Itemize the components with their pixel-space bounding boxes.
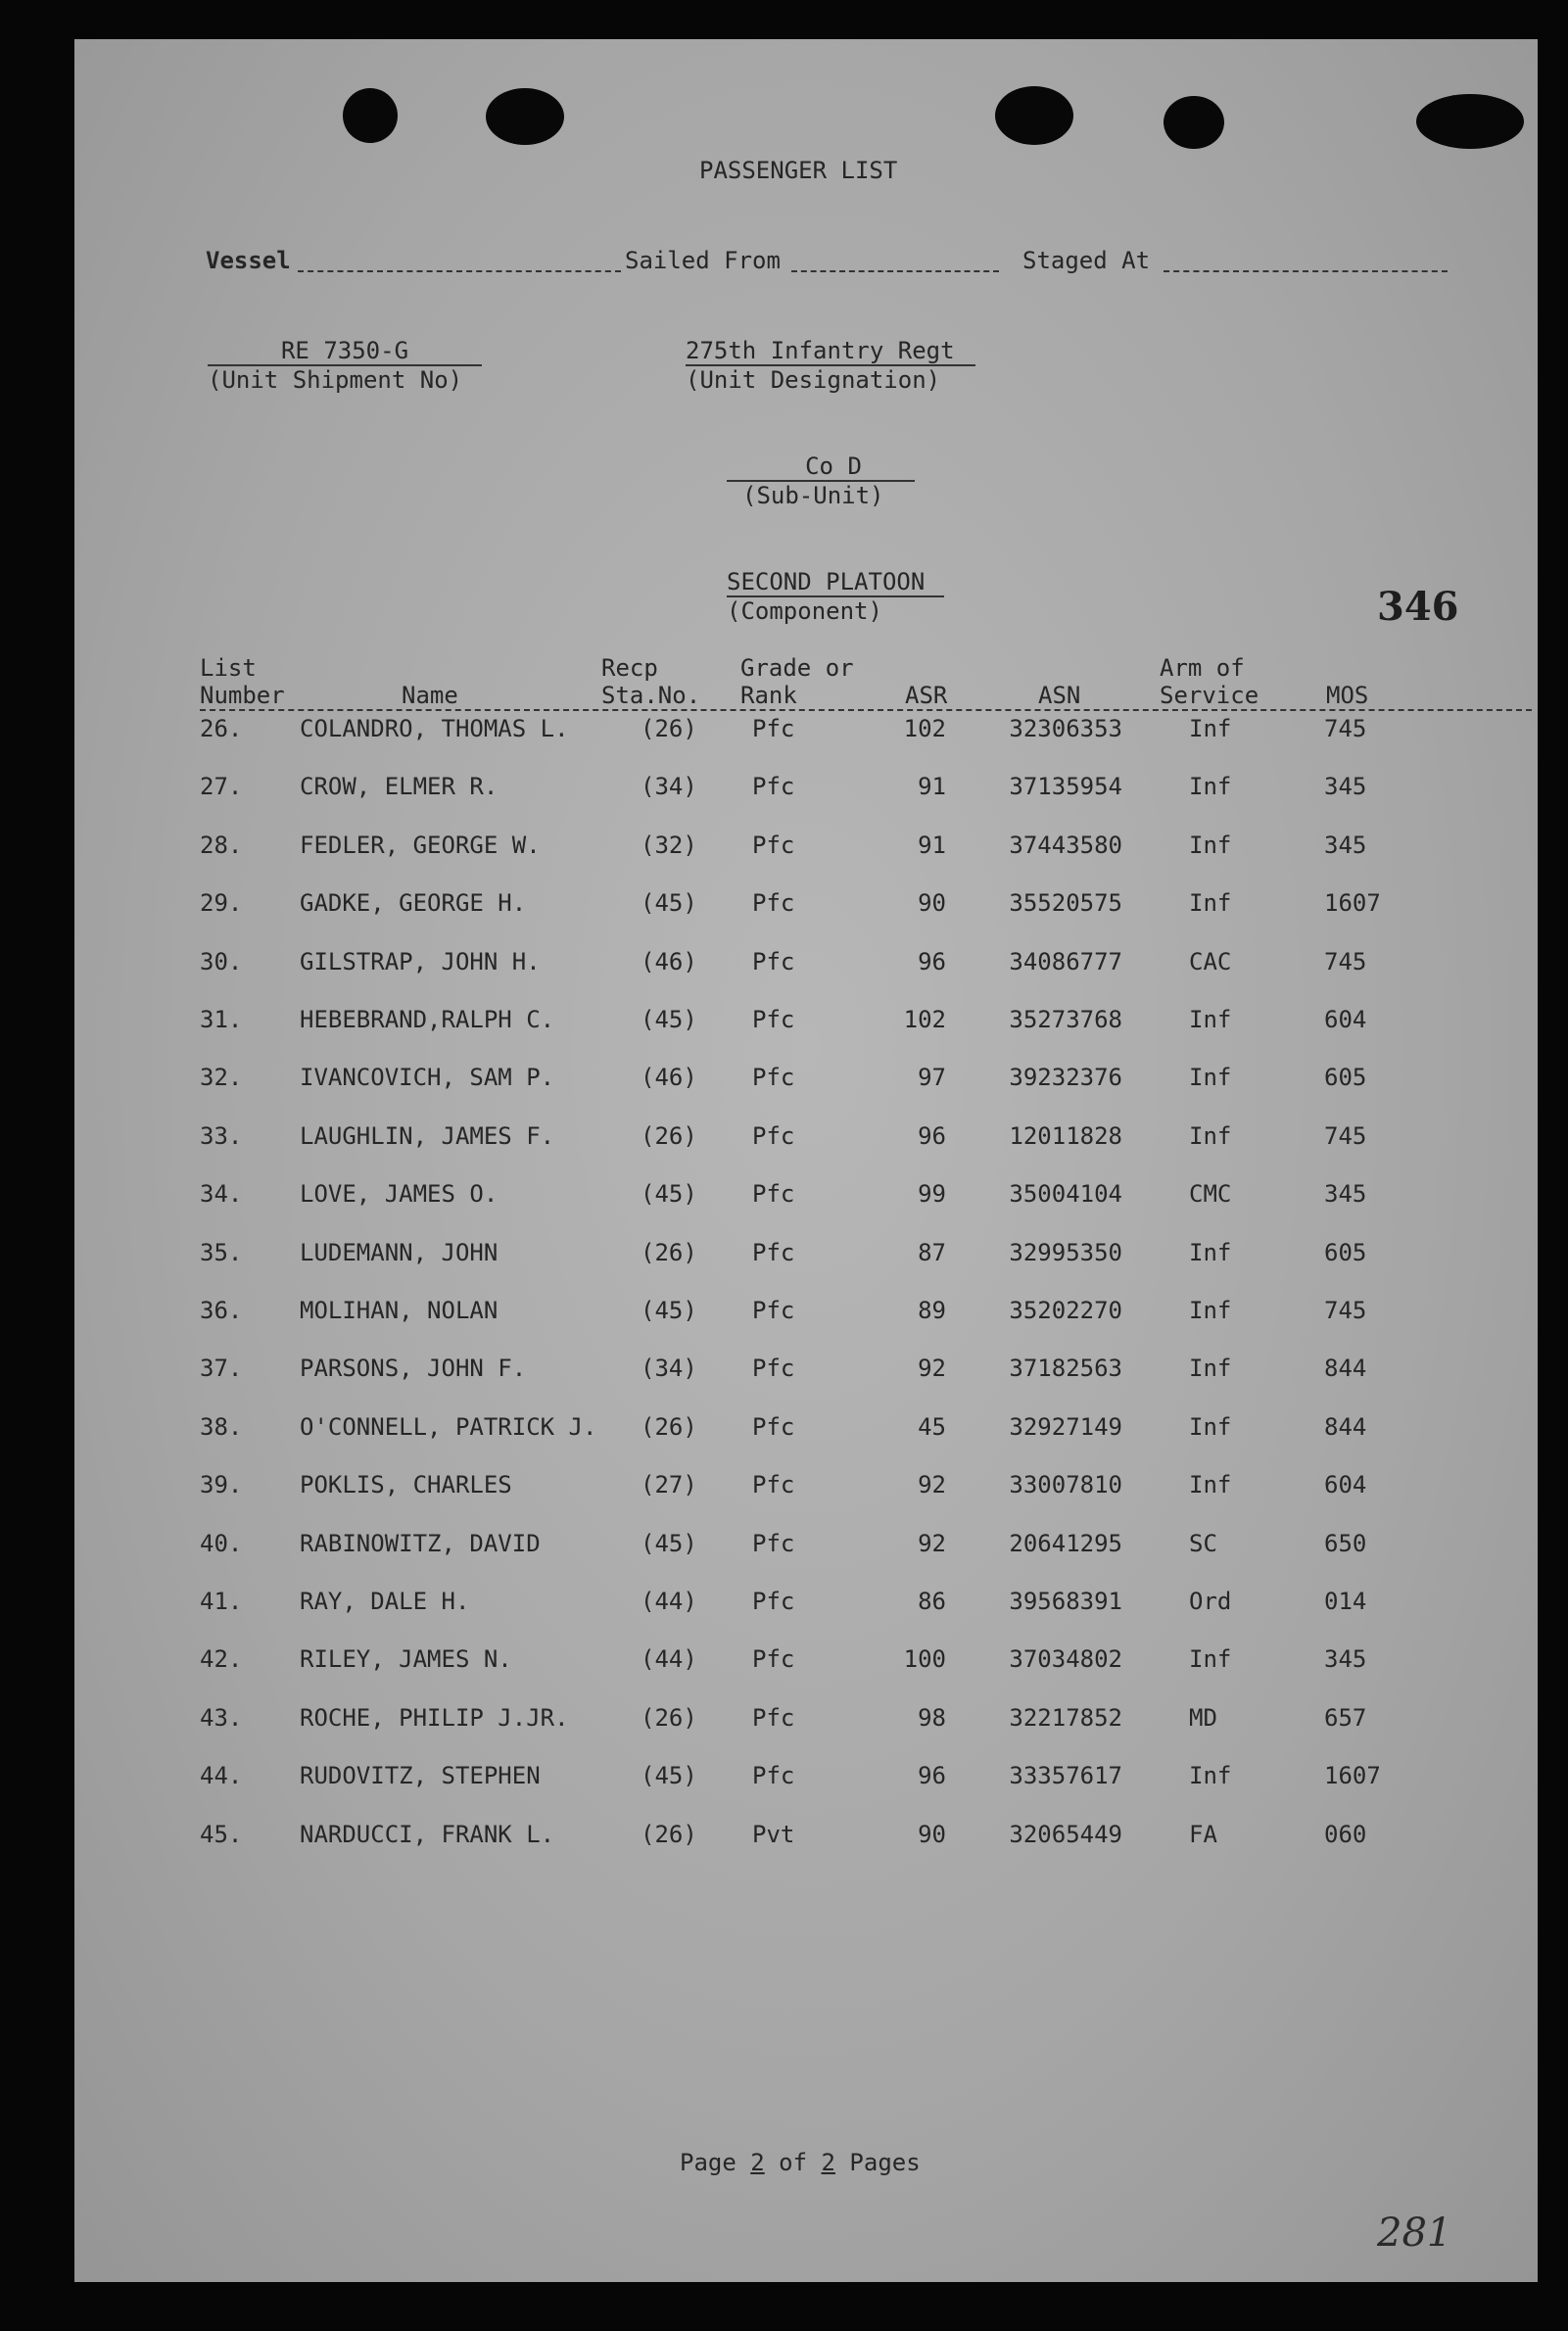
row-list-number: 41. (200, 1588, 243, 1615)
row-recp-sta: (45) (641, 889, 697, 918)
header-rule (200, 709, 1532, 711)
row-list-number: 27. (200, 773, 243, 801)
binder-hole (995, 86, 1073, 145)
col-list-number-2: Number (200, 682, 285, 709)
row-recp-sta: (44) (641, 1645, 697, 1674)
row-mos: 745 (1324, 947, 1367, 975)
row-rank: Pfc (752, 1121, 795, 1150)
row-recp-sta: (26) (641, 1820, 697, 1848)
row-rank: Pfc (752, 1588, 795, 1615)
row-arm: CAC (1189, 947, 1232, 975)
row-recp-sta: (46) (641, 1064, 697, 1092)
row-asr: 99 (918, 1180, 946, 1209)
staged-at-blank (1164, 270, 1448, 272)
row-asn: 32995350 (1009, 1238, 1122, 1266)
row-list-number: 39. (200, 1471, 243, 1499)
row-asr: 98 (918, 1703, 946, 1732)
row-arm: SC (1189, 1529, 1217, 1557)
table-row (74, 947, 1538, 979)
row-asn: 32065449 (1009, 1820, 1122, 1848)
table-row (74, 1121, 1538, 1154)
page-indicator (680, 2151, 921, 2174)
binder-hole (1416, 94, 1524, 149)
row-list-number: 36. (200, 1297, 243, 1324)
row-asr: 92 (918, 1355, 946, 1383)
row-recp-sta: (26) (641, 1238, 697, 1266)
component-caption: (Component) (727, 597, 882, 625)
unit-designation-caption: (Unit Designation) (686, 366, 941, 394)
page-of: of (779, 2149, 808, 2176)
row-name: RABINOWITZ, DAVID (300, 1529, 541, 1557)
row-arm: Ord (1189, 1588, 1232, 1615)
row-name: RUDOVITZ, STEPHEN (300, 1762, 541, 1790)
row-arm: CMC (1189, 1180, 1232, 1209)
row-rank: Pfc (752, 1645, 795, 1674)
row-rank: Pfc (752, 1762, 795, 1790)
row-asn: 33357617 (1009, 1762, 1122, 1790)
row-arm: Inf (1189, 1471, 1232, 1499)
row-rank: Pfc (752, 1412, 795, 1441)
row-rank: Pfc (752, 1238, 795, 1266)
row-recp-sta: (26) (641, 1121, 697, 1150)
row-name: CROW, ELMER R. (300, 773, 499, 801)
row-recp-sta: (32) (641, 831, 697, 859)
row-asr: 90 (918, 889, 946, 918)
row-name: HEBEBRAND,RALPH C. (300, 1006, 555, 1033)
row-mos: 060 (1324, 1820, 1367, 1848)
row-asn: 39568391 (1009, 1588, 1122, 1615)
row-name: IVANCOVICH, SAM P. (300, 1064, 555, 1092)
row-list-number: 44. (200, 1762, 243, 1790)
row-asn: 37034802 (1009, 1645, 1122, 1674)
row-asr: 102 (903, 1006, 946, 1033)
row-arm: FA (1189, 1820, 1217, 1848)
row-list-number: 42. (200, 1645, 243, 1674)
row-asn: 35273768 (1009, 1006, 1122, 1033)
binder-hole (486, 88, 564, 145)
row-name: COLANDRO, THOMAS L. (300, 715, 569, 742)
row-asr: 100 (903, 1645, 946, 1674)
row-recp-sta: (45) (641, 1180, 697, 1209)
row-name: PARSONS, JOHN F. (300, 1355, 527, 1383)
row-asn: 39232376 (1009, 1064, 1122, 1092)
col-grade-1: Grade or (740, 654, 854, 682)
row-rank: Pfc (752, 889, 795, 918)
row-rank: Pvt (752, 1820, 795, 1848)
row-asn: 35004104 (1009, 1180, 1122, 1209)
table-row (74, 1238, 1538, 1270)
row-asr: 90 (918, 1820, 946, 1848)
row-list-number: 43. (200, 1703, 243, 1732)
row-mos: 745 (1324, 1297, 1367, 1324)
table-row (74, 1820, 1538, 1852)
row-asn: 32927149 (1009, 1412, 1122, 1441)
row-recp-sta: (26) (641, 1703, 697, 1732)
row-mos: 345 (1324, 773, 1367, 801)
row-arm: Inf (1189, 773, 1232, 801)
row-asr: 92 (918, 1529, 946, 1557)
row-asn: 37182563 (1009, 1355, 1122, 1383)
vessel-blank (298, 270, 621, 272)
row-mos: 014 (1324, 1588, 1367, 1615)
row-name: ROCHE, PHILIP J.JR. (300, 1703, 569, 1732)
row-mos: 844 (1324, 1355, 1367, 1383)
row-rank: Pfc (752, 1180, 795, 1209)
row-list-number: 28. (200, 831, 243, 859)
row-asn: 20641295 (1009, 1529, 1122, 1557)
row-asr: 91 (918, 831, 946, 859)
row-mos: 844 (1324, 1412, 1367, 1441)
row-list-number: 33. (200, 1121, 243, 1150)
row-list-number: 38. (200, 1412, 243, 1441)
row-arm: Inf (1189, 1064, 1232, 1092)
vessel-label: Vessel (206, 247, 291, 274)
row-mos: 604 (1324, 1471, 1367, 1499)
row-name: GILSTRAP, JOHN H. (300, 947, 541, 975)
col-recp-1: Recp (601, 654, 658, 682)
table-row (74, 1703, 1538, 1736)
row-arm: Inf (1189, 1355, 1232, 1383)
row-rank: Pfc (752, 1006, 795, 1033)
row-name: LUDEMANN, JOHN (300, 1238, 499, 1266)
row-arm: Inf (1189, 1121, 1232, 1150)
row-asn: 37443580 (1009, 831, 1122, 859)
col-arm-2: Service (1160, 682, 1259, 709)
row-asn: 35202270 (1009, 1297, 1122, 1324)
table-row (74, 1356, 1538, 1386)
row-mos: 745 (1324, 715, 1367, 742)
row-rank: Pfc (752, 773, 795, 801)
row-asr: 86 (918, 1588, 946, 1615)
row-recp-sta: (26) (641, 1412, 697, 1441)
page-total: 2 (821, 2149, 835, 2176)
row-mos: 605 (1324, 1064, 1367, 1092)
row-asr: 91 (918, 773, 946, 801)
page-suffix: Pages (849, 2149, 921, 2176)
row-arm: Inf (1189, 831, 1232, 859)
row-name: FEDLER, GEORGE W. (300, 831, 541, 859)
row-rank: Pfc (752, 1529, 795, 1557)
table-row (74, 1299, 1538, 1328)
col-recp-2: Sta.No. (601, 682, 701, 709)
row-arm: Inf (1189, 1645, 1232, 1674)
table-row (74, 1473, 1538, 1502)
table-row (74, 1590, 1538, 1619)
row-list-number: 29. (200, 889, 243, 918)
row-name: RAY, DALE H. (300, 1588, 470, 1615)
row-rank: Pfc (752, 831, 795, 859)
row-list-number: 37. (200, 1355, 243, 1383)
row-name: LOVE, JAMES O. (300, 1180, 499, 1209)
sub-unit: Co D (805, 452, 862, 480)
row-list-number: 30. (200, 947, 243, 975)
row-recp-sta: (34) (641, 773, 697, 801)
row-asr: 97 (918, 1064, 946, 1092)
row-mos: 657 (1324, 1703, 1367, 1732)
sailed-from-label: Sailed From (625, 247, 781, 274)
row-asr: 45 (918, 1412, 946, 1441)
unit-shipment-no: RE 7350-G (280, 337, 409, 364)
row-recp-sta: (45) (641, 1529, 697, 1557)
table-row (74, 1412, 1538, 1445)
row-list-number: 34. (200, 1180, 243, 1209)
row-recp-sta: (34) (641, 1355, 697, 1383)
unit-shipment-caption: (Unit Shipment No) (208, 366, 463, 394)
row-arm: Inf (1189, 1762, 1232, 1790)
row-arm: Inf (1189, 1412, 1232, 1441)
page-prefix: Page (680, 2149, 736, 2176)
handwritten-number: 281 (1377, 2211, 1452, 2256)
row-arm: Inf (1189, 715, 1232, 742)
row-list-number: 35. (200, 1238, 243, 1266)
row-mos: 345 (1324, 1645, 1367, 1674)
row-asr: 96 (918, 947, 946, 975)
row-arm: Inf (1189, 1006, 1232, 1033)
row-name: MOLIHAN, NOLAN (300, 1297, 499, 1324)
sub-unit-caption: (Sub-Unit) (742, 482, 884, 509)
staged-at-label: Staged At (1022, 247, 1151, 274)
table-row (74, 1764, 1538, 1793)
row-mos: 650 (1324, 1529, 1367, 1557)
row-recp-sta: (45) (641, 1762, 697, 1790)
table-row (74, 833, 1538, 863)
row-arm: Inf (1189, 1238, 1232, 1266)
unit-designation: 275th Infantry Regt (686, 337, 955, 364)
row-list-number: 26. (200, 715, 243, 742)
row-name: RILEY, JAMES N. (300, 1645, 512, 1674)
sailed-from-blank (791, 270, 999, 272)
document-sheet (74, 39, 1538, 2282)
row-mos: 604 (1324, 1006, 1367, 1033)
row-mos: 345 (1324, 831, 1367, 859)
table-row (74, 1008, 1538, 1037)
row-rank: Pfc (752, 715, 795, 742)
row-list-number: 31. (200, 1006, 243, 1033)
col-list-number-1: List (200, 654, 257, 682)
col-mos: MOS (1326, 682, 1369, 709)
row-mos: 345 (1324, 1180, 1367, 1209)
table-row (74, 1066, 1538, 1095)
row-arm: Inf (1189, 1297, 1232, 1324)
row-arm: MD (1189, 1703, 1217, 1732)
row-name: LAUGHLIN, JAMES F. (300, 1121, 555, 1150)
row-mos: 745 (1324, 1121, 1367, 1150)
row-list-number: 32. (200, 1064, 243, 1092)
page-stamp: 346 (1377, 584, 1459, 630)
row-asr: 102 (903, 715, 946, 742)
row-rank: Pfc (752, 1297, 795, 1324)
row-recp-sta: (44) (641, 1588, 697, 1615)
row-asr: 96 (918, 1121, 946, 1150)
table-row (74, 1182, 1538, 1212)
col-grade-2: Rank (740, 682, 797, 709)
row-asn: 32306353 (1009, 715, 1122, 742)
table-row (74, 717, 1538, 746)
row-asn: 12011828 (1009, 1121, 1122, 1150)
binder-hole (1164, 96, 1224, 149)
row-mos: 1607 (1324, 1762, 1381, 1790)
col-asn: ASN (1038, 682, 1081, 709)
table-row (74, 1529, 1538, 1561)
row-arm: Inf (1189, 889, 1232, 918)
table-row (74, 1647, 1538, 1677)
row-recp-sta: (45) (641, 1297, 697, 1324)
row-rank: Pfc (752, 947, 795, 975)
row-rank: Pfc (752, 1471, 795, 1499)
row-recp-sta: (45) (641, 1006, 697, 1033)
document-title: PASSENGER LIST (699, 157, 898, 184)
row-name: GADKE, GEORGE H. (300, 889, 527, 918)
row-name: NARDUCCI, FRANK L. (300, 1820, 555, 1848)
row-rank: Pfc (752, 1703, 795, 1732)
col-arm-1: Arm of (1160, 654, 1245, 682)
component: SECOND PLATOON (727, 568, 926, 595)
binder-hole (343, 88, 398, 143)
row-name: POKLIS, CHARLES (300, 1471, 512, 1499)
row-mos: 1607 (1324, 889, 1381, 918)
page-current: 2 (750, 2149, 765, 2176)
col-name: Name (402, 682, 458, 709)
row-asn: 35520575 (1009, 889, 1122, 918)
table-row (74, 775, 1538, 804)
row-list-number: 45. (200, 1820, 243, 1848)
row-asn: 34086777 (1009, 947, 1122, 975)
row-asr: 87 (918, 1238, 946, 1266)
row-recp-sta: (27) (641, 1471, 697, 1499)
row-recp-sta: (26) (641, 715, 697, 742)
row-asr: 92 (918, 1471, 946, 1499)
row-rank: Pfc (752, 1064, 795, 1092)
row-rank: Pfc (752, 1355, 795, 1383)
row-asn: 32217852 (1009, 1703, 1122, 1732)
row-recp-sta: (46) (641, 947, 697, 975)
row-name: O'CONNELL, PATRICK J. (300, 1412, 597, 1441)
col-asr: ASR (905, 682, 948, 709)
row-asr: 89 (918, 1297, 946, 1324)
row-list-number: 40. (200, 1529, 243, 1557)
row-mos: 605 (1324, 1238, 1367, 1266)
table-row (74, 891, 1538, 921)
row-asn: 33007810 (1009, 1471, 1122, 1499)
row-asn: 37135954 (1009, 773, 1122, 801)
row-asr: 96 (918, 1762, 946, 1790)
